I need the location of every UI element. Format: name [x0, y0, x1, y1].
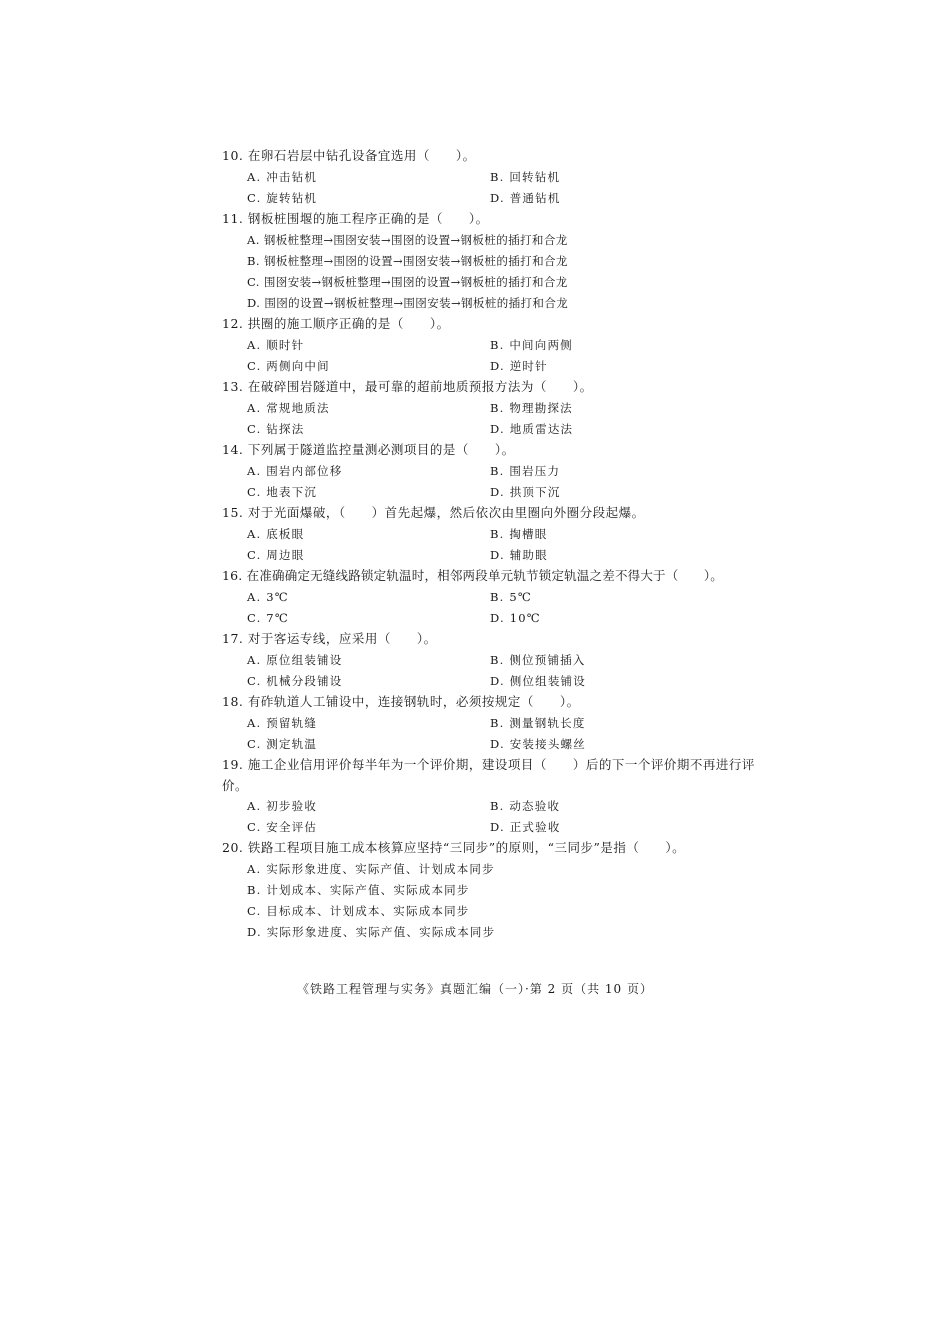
- option-17a: A. 原位组装铺设: [247, 653, 343, 667]
- option-16b: B. 5℃: [490, 590, 532, 604]
- question-10: 10. 在卵石岩层中钻孔设备宜选用（ ）。: [222, 148, 476, 163]
- option-11a: A. 钢板桩整理→围囹安装→围囹的设置→钢板桩的插打和合龙: [247, 233, 568, 247]
- option-13b: B. 物理勘探法: [490, 401, 573, 415]
- question-19: 19. 施工企业信用评价每半年为一个评价期，建设项目（ ）后的下一个评价期不再进行评价。: [222, 757, 755, 793]
- option-10a: A. 冲击钻机: [247, 170, 318, 184]
- question-11: 11. 钢板桩围堰的施工程序正确的是（ ）。: [222, 211, 489, 226]
- option-18b: B. 测量钢轨长度: [490, 716, 586, 730]
- option-11d: D. 围囹的设置→钢板桩整理→围囹安装→钢板桩的插打和合龙: [247, 296, 569, 310]
- option-10b: B. 回转钻机: [490, 170, 561, 184]
- option-12d: D. 逆时针: [490, 359, 548, 373]
- option-14c: C. 地表下沉: [247, 485, 318, 499]
- option-19c: C. 安全评估: [247, 820, 318, 834]
- option-17c: C. 机械分段铺设: [247, 674, 343, 688]
- option-15d: D. 辅助眼: [490, 548, 548, 562]
- option-11c: C. 围囹安装→钢板桩整理→围囹的设置→钢板桩的插打和合龙: [247, 275, 568, 289]
- option-14a: A. 围岩内部位移: [247, 464, 343, 478]
- option-19b: B. 动态验收: [490, 799, 561, 813]
- option-11b: B. 钢板桩整理→围囹的设置→围囹安装→钢板桩的插打和合龙: [247, 254, 568, 268]
- option-16a: A. 3℃: [247, 590, 289, 604]
- question-17: 17. 对于客运专线，应采用（ ）。: [222, 631, 437, 646]
- option-18c: C. 测定轨温: [247, 737, 318, 751]
- option-14d: D. 拱顶下沉: [490, 485, 561, 499]
- question-15: 15. 对于光面爆破，（ ）首先起爆，然后依次由里圈向外圈分段起爆。: [222, 505, 645, 520]
- question-14: 14. 下列属于隧道监控量测必测项目的是（ ）。: [222, 442, 515, 457]
- option-13a: A. 常规地质法: [247, 401, 330, 415]
- option-17b: B. 侧位预铺插入: [490, 653, 586, 667]
- option-15a: A. 底板眼: [247, 527, 305, 541]
- option-18a: A. 预留轨缝: [247, 716, 318, 730]
- option-20c: C. 目标成本、计划成本、实际成本同步: [247, 904, 470, 918]
- page-footer: 《铁路工程管理与实务》真题汇编（一）·第 2 页（共 10 页）: [297, 982, 653, 996]
- option-15b: B. 掏槽眼: [490, 527, 548, 541]
- option-12c: C. 两侧向中间: [247, 359, 330, 373]
- option-13c: C. 钻探法: [247, 422, 305, 436]
- option-12b: B. 中间向两侧: [490, 338, 573, 352]
- option-16c: C. 7℃: [247, 611, 289, 625]
- question-18: 18. 有砟轨道人工铺设中，连接钢轨时，必须按规定（ ）。: [222, 694, 580, 709]
- option-13d: D. 地质雷达法: [490, 422, 574, 436]
- option-20a: A. 实际形象进度、实际产值、计划成本同步: [247, 862, 495, 876]
- option-16d: D. 10℃: [490, 611, 541, 625]
- option-20b: B. 计划成本、实际产值、实际成本同步: [247, 883, 470, 897]
- option-10d: D. 普通钻机: [490, 191, 561, 205]
- question-12: 12. 拱圈的施工顺序正确的是（ ）。: [222, 316, 450, 331]
- question-13: 13. 在破碎围岩隧道中，最可靠的超前地质预报方法为（ ）。: [222, 379, 593, 394]
- option-12a: A. 顺时针: [247, 338, 305, 352]
- option-19d: D. 正式验收: [490, 820, 561, 834]
- option-20d: D. 实际形象进度、实际产值、实际成本同步: [247, 925, 496, 939]
- option-15c: C. 周边眼: [247, 548, 305, 562]
- option-17d: D. 侧位组装铺设: [490, 674, 586, 688]
- question-16: 16. 在准确确定无缝线路锁定轨温时，相邻两段单元轨节锁定轨温之差不得大于（ ）。: [222, 568, 724, 583]
- question-20: 20. 铁路工程项目施工成本核算应坚持“三同步”的原则，“三同步”是指（ ）。: [222, 840, 686, 855]
- option-10c: C. 旋转钻机: [247, 191, 318, 205]
- option-19a: A. 初步验收: [247, 799, 318, 813]
- option-18d: D. 安装接头螺丝: [490, 737, 586, 751]
- option-14b: B. 围岩压力: [490, 464, 561, 478]
